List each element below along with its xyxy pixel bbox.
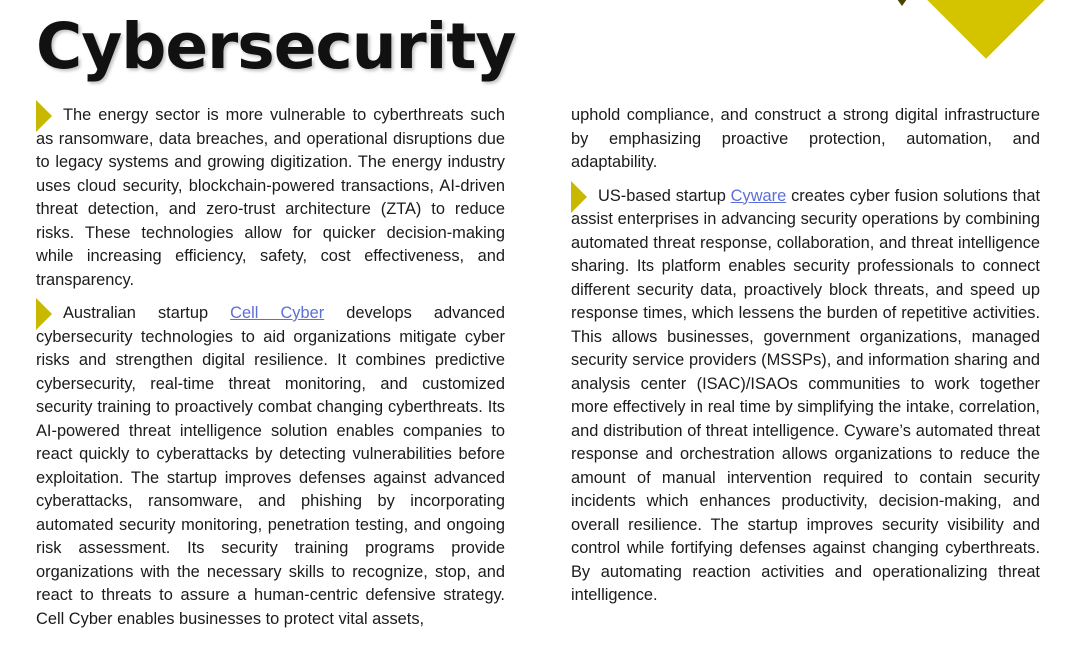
bullet-arrow-icon [36, 298, 52, 330]
cell-cyber-paragraph [36, 302, 505, 631]
cell-cyber-link[interactable]: Cell Cyber [230, 304, 325, 322]
continuation-text: uphold compliance, and construct a strong digital infrastructure by emphasizing proactive protection, automation, and adaptability. [571, 106, 1040, 171]
decorative-triangle-dark [892, 0, 912, 6]
decorative-diamond [915, 0, 1056, 59]
page-title: Cybersecurity [36, 10, 516, 83]
cyware-paragraph [571, 185, 1040, 608]
intro-paragraph [36, 104, 505, 292]
continuation-paragraph [571, 104, 1040, 175]
cell-cyber-prefix: Australian startup [63, 304, 231, 322]
cell-cyber-text: develops advanced cybersecurity technologies to aid organizations mitigate cyber risks and strengthen digital resilience. It combines predictive cybersecurity, real-time threat monitoring, and customized security training to proactively combat changing cyberthreats. Its AI-powered threat intelligence solution enables companies to react quickly to cyberattacks by detecting vulnerabilities before exploitation. The startup improves defenses against advanced cyberattacks, ransomware, and phishing by incorporating automated security monitoring, penetration testing, and ongoing risk assessment. Its security training programs provide organizations with the necessary skills to recognize, stop, and react to threats to assure a human-centric defensive strategy. Cell Cyber enables businesses to protect vital assets, [36, 304, 505, 628]
bullet-arrow-icon [571, 181, 587, 213]
left-column [36, 104, 505, 641]
right-column [571, 104, 1040, 618]
intro-text: The energy sector is more vulnerable to cyberthreats such as ransomware, data breaches, and operational disruptions due to legacy systems and growing digitization. The energy industry uses cloud security, blockchain-powered transactions, AI-driven threat detection, and zero-trust architecture (ZTA) to reduce risks. These technologies allow for quicker decision-making while increasing efficiency, safety, cost effectiveness, and transparency. [36, 106, 505, 289]
cyware-link[interactable]: Cyware [730, 186, 787, 205]
cyware-prefix: US-based startup [598, 186, 731, 205]
cyware-text: creates cyber fusion solutions that assist enterprises in advancing security operations by combining automated threat response, collaboration, and threat intelligence sharing. Its platform enables security professionals to connect different security data, proactively block threats, and speed up response times, which lessens the burden of repetitive activities. This allows businesses, government organizations, managed security service providers (MSSPs), and information sharing and analysis center (ISAC)/ISAOs communities to work together more effectively in real time by simplifying the intake, correlation, and distribution of threat intelligence. Cyware’s automated threat response and orchestration allows organizations to reduce the amount of manual intervention required to contain security incidents which enhances productivity, decision-making, and overall resilience. The startup improves security visibility and control while fortifying defenses against changing cyberthreats. By automating reaction activities and operationalizing threat intelligence. [571, 186, 1040, 604]
bullet-arrow-icon [36, 100, 52, 132]
